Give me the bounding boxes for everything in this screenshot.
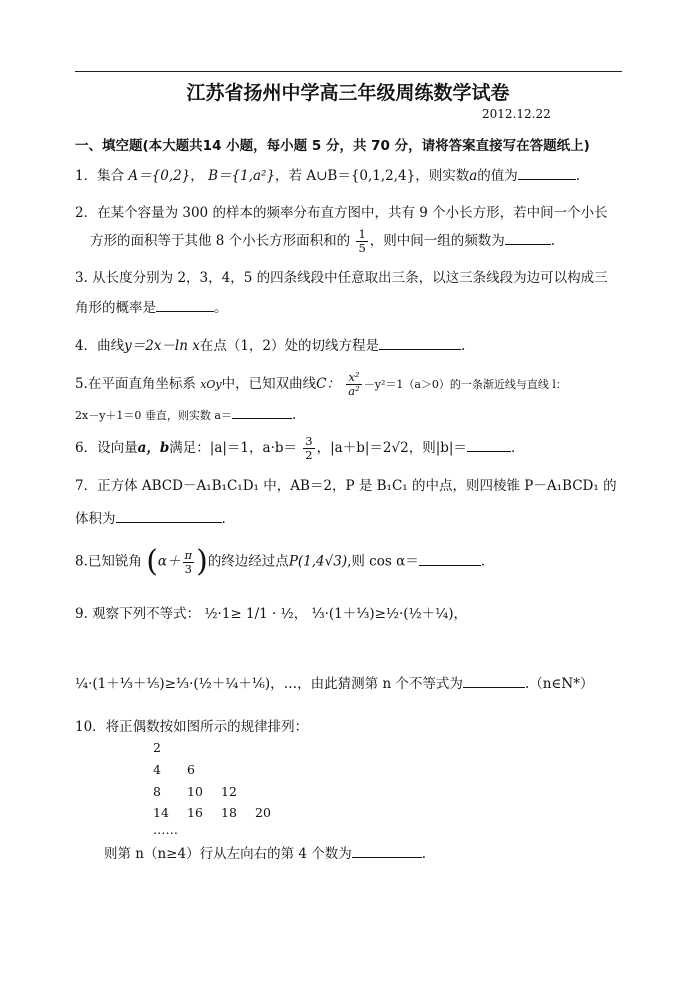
q10-row-1 (153, 740, 187, 755)
q8-end: . (480, 553, 485, 570)
question-6 (75, 435, 515, 462)
question-3-cont (75, 297, 228, 318)
q9-ineq3: ¼·(1＋⅓＋⅕)≥⅓·(½＋¼＋⅙) (75, 676, 271, 692)
q8-point: P(1,4√3) (288, 553, 348, 570)
q1-set-b: B＝{1,a²} (208, 168, 276, 184)
q5-line1b: 中，已知双曲线 (221, 376, 317, 392)
header-rule (75, 71, 622, 72)
q9-label: 9. 观察下列不等式： (75, 606, 201, 622)
q2-line1: 2．在某个容量为 300 的样本的频率分布直方图中，共有 9 个小长方形，若中间一个小长 (75, 205, 608, 221)
q4-curve: y＝2x－ln x (124, 338, 200, 354)
q10-cell: 12 (221, 784, 237, 799)
q2-line2b: ，则中间一组的频数为 (369, 233, 505, 249)
q2-end: . (550, 233, 556, 249)
q5-line1a: 5.在平面直角坐标系 (75, 376, 196, 392)
q2-fraction (356, 228, 367, 255)
q9-sep: ， (293, 606, 308, 622)
q2-answer-blank[interactable] (505, 230, 551, 245)
q10-cell: 14 (153, 805, 169, 820)
q1-condition: ，若 A∪B＝{0,1,2,4}，则实数 (275, 168, 470, 184)
q5-answer-blank[interactable] (232, 404, 292, 419)
q1-set-a: A＝{0,2} (128, 168, 191, 184)
q6-label: 6．设向量 (75, 440, 138, 456)
q6-frac-den: 2 (305, 448, 313, 462)
question-1: 1．集合 A＝{0,2}， B＝{1,a²}，若 A∪B＝{0,1,2,4}，则实数a的值为 . (75, 165, 580, 186)
q5-c: C： (316, 376, 340, 392)
q9-answer-blank[interactable] (463, 673, 525, 688)
q6-end: . (510, 440, 516, 456)
q9-ask: ，…，由此猜测第 n 个不等式为 (270, 676, 463, 692)
q2-frac-num: 1 (358, 227, 366, 241)
q3-line1: 3. 从长度分别为 2，3，4，5 的四条线段中任意取出三条，以这三条线段为边可以构成三 (75, 270, 608, 286)
q8-frac-den: 3 (184, 561, 192, 576)
exam-date: 2012.12.22 (482, 107, 551, 121)
question-5-cont (75, 404, 296, 426)
q2-frac-den: 5 (358, 241, 366, 255)
q8-fraction (183, 549, 195, 576)
q6-vectors: a，b (137, 440, 170, 456)
q1-var: a (469, 168, 478, 184)
q1-answer-blank[interactable] (518, 165, 576, 180)
q8-answer-blank[interactable] (419, 551, 481, 566)
q5-frac-den: a² (348, 384, 360, 398)
question-4 (75, 335, 465, 356)
q5-fraction (346, 371, 361, 398)
q10-cell: 10 (187, 784, 203, 799)
q9-domain: .（n∈N*） (524, 676, 594, 692)
q4-end: . (461, 338, 466, 354)
question-10 (75, 717, 308, 737)
q8-mid: 的终边经过点 (207, 553, 289, 570)
q8-frac-num: π (184, 547, 193, 562)
q1-end: . (575, 168, 581, 184)
q10-ellipsis: …… (153, 822, 178, 837)
q10-cell: 6 (187, 762, 195, 777)
q5-line2a: 2x－y＋1＝0 垂直，则实数 a＝ (75, 409, 232, 422)
q10-cell: 18 (221, 805, 237, 820)
question-3 (75, 268, 608, 288)
q1-ask: 的值为 (477, 168, 518, 184)
q10-dots (153, 822, 187, 837)
q10-row-2 (153, 762, 221, 777)
q8-alpha: α＋ (157, 553, 181, 570)
question-7-cont (75, 508, 226, 529)
question-9 (75, 604, 467, 624)
q10-end: . (421, 846, 427, 862)
q8-close-paren: ) (196, 544, 208, 579)
q3-line2: 角形的概率是 (75, 300, 156, 316)
page-title: 江苏省扬州中学高三年级周练数学试卷 (186, 82, 510, 104)
q9-ineq2: ⅓·(1＋⅓)≥½·(½＋¼) (311, 606, 454, 622)
q3-end: 。 (214, 300, 228, 316)
q7-line1: 7．正方体 ABCD－A₁B₁C₁D₁ 中，AB＝2，P 是 B₁C₁ 的中点，则四棱锥 P－A₁BCD₁ 的 (75, 478, 617, 494)
q10-cell: 8 (153, 784, 161, 799)
q6-fraction (303, 435, 314, 462)
section-title: 一、填空题(本大题共14 小题，每小题 5 分，共 70 分，请将答案直接写在答题纸上) (75, 138, 590, 154)
q10-answer-blank[interactable] (352, 843, 422, 858)
q3-answer-blank[interactable] (156, 297, 214, 312)
q5-end: . (291, 407, 297, 423)
q1-label: 1．集合 (75, 168, 125, 184)
q9-sep2: ， (453, 606, 468, 622)
q6-answer-blank[interactable] (467, 437, 511, 452)
q10-cell: 2 (153, 740, 161, 755)
question-2 (75, 203, 608, 223)
q6-frac-num: 3 (305, 434, 313, 448)
question-2-cont (90, 228, 555, 255)
q10-cell: 4 (153, 762, 161, 777)
q10-cell: 20 (255, 805, 271, 820)
question-8 (75, 544, 485, 579)
q5-xoy: xOy (200, 378, 222, 391)
q7-answer-blank[interactable] (116, 508, 222, 523)
question-5 (75, 371, 567, 398)
q4-answer-blank[interactable] (379, 335, 461, 350)
q8-ask: ,则 cos α＝ (347, 553, 419, 570)
q8-open-paren: ( (146, 544, 158, 579)
q9-ineq1: ½·1≥ 1/1 · ½ (204, 606, 294, 622)
question-10-ask (104, 843, 426, 864)
q6-cond: 满足：|a|＝1，a·b＝ (169, 440, 297, 456)
q10-row-3 (153, 784, 255, 799)
q4-label: 4．曲线 (75, 338, 125, 354)
q10-label: 10．将正偶数按如图所示的规律排列： (75, 719, 309, 735)
question-9-cont (75, 673, 593, 694)
q10-row-4 (153, 805, 289, 820)
q10-ask: 则第 n（n≥4）行从左向右的第 4 个数为 (104, 846, 352, 862)
q5-frac-num: x² (346, 371, 361, 385)
q6-cond2: ，|a＋b|＝2√2，则|b|＝ (316, 440, 467, 456)
q10-cell: 16 (187, 805, 203, 820)
question-7 (75, 476, 617, 496)
q8-label: 8.已知锐角 (75, 553, 142, 570)
q7-line2: 体积为 (75, 511, 116, 527)
q4-ask: 在点（1，2）处的切线方程是 (199, 338, 380, 354)
q7-end: . (221, 511, 226, 527)
q2-line2a: 方形的面积等于其他 8 个小长方形面积和的 (90, 233, 351, 249)
q5-rest: －y²＝1（a＞0）的一条渐近线与直线 l： (363, 378, 567, 391)
